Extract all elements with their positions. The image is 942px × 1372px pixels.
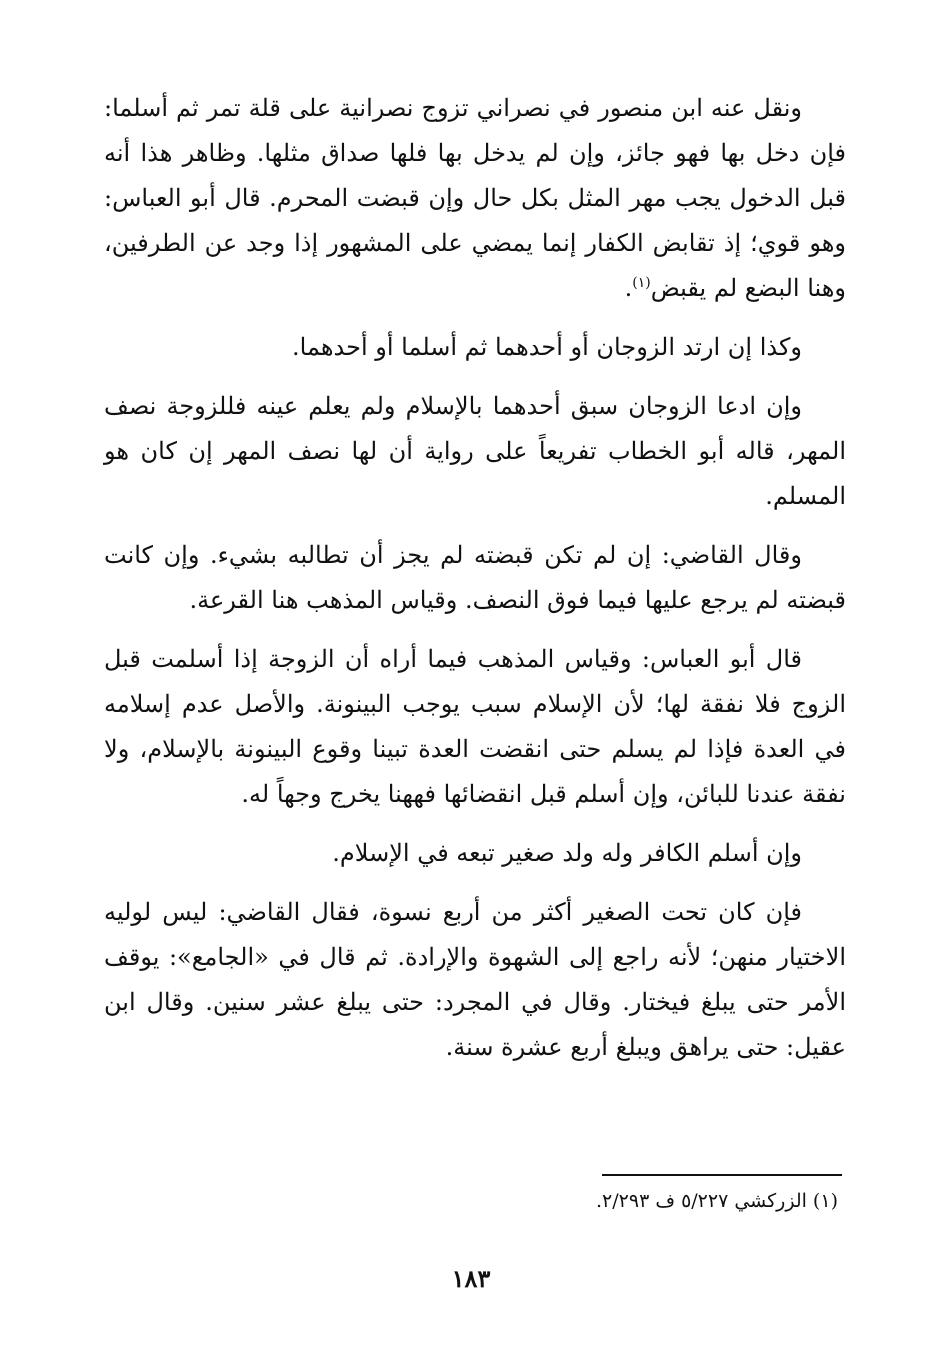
footnote-reference: (١) [632, 275, 651, 291]
paragraph-tail: . [624, 274, 633, 302]
page-number: ١٨٣ [451, 1264, 491, 1293]
paragraph-7: فإن كان تحت الصغير أكثر من أربع نسوة، فقال القاضي: ليس لوليه الاختيار منهن؛ لأنه راجع إلى الشهوة والإرادة. ثم قال في «الجامع»: يوقف الأمر حتى يبلغ فيختار. وقال في المجرد: حتى يبلغ عشر سنين. وقال ابن عقيل: حتى يراهق ويبلغ أربع عشرة سنة. [104, 898, 846, 1061]
paragraph-5: قال أبو العباس: وقياس المذهب فيما أراه أن الزوجة إذا أسلمت قبل الزوج فلا نفقة لها؛ لأن الإسلام سبب يوجب البينونة. والأصل عدم إسلامه في العدة فإذا لم يسلم حتى انقضت العدة تبينا وقوع البينونة بالإسلام، ولا نفقة عندنا للبائن، وإن أسلم قبل انقضائها فههنا يخرج وجهاً له. [104, 645, 846, 808]
paragraph-4: وقال القاضي: إن لم تكن قبضته لم يجز أن تطالبه بشيء. وإن كانت قبضته لم يرجع عليها فيما فوق النصف. وقياس المذهب هنا القرعة. [104, 541, 846, 614]
paragraph-6: وإن أسلم الكافر وله ولد صغير تبعه في الإسلام. [332, 839, 802, 867]
main-text [104, 86, 846, 1084]
paragraph-text: ونقل عنه ابن منصور في نصراني تزوج نصرانية على قلة تمر ثم أسلما: فإن دخل بها فهو جائز، وإن لم يدخل بها فلها صداق مثلها. وظاهر هذا أنه قبل الدخول يجب مهر المثل بكل حال وإن قبضت المحرم. قال أبو العباس: وهو قوي؛ إذ تقابض الكفار إنما يمضي على المشهور إذا وجد عن الطرفين، وهنا البضع لم يقبض [104, 94, 846, 302]
paragraph-1 [104, 86, 846, 311]
paragraph-2: وكذا إن ارتد الزوجان أو أحدهما ثم أسلما أو أحدهما. [292, 333, 802, 361]
footnote-divider [602, 1174, 842, 1176]
paragraph-3: وإن ادعا الزوجان سبق أحدهما بالإسلام ولم يعلم عينه فللزوجة نصف المهر، قاله أبو الخطاب تفريعاً على رواية أن لها نصف المهر إن كان هو المسلم. [104, 392, 846, 510]
footnote: (١) الزركشي ٥/٢٢٧ ف ٢/٢٩٣. [596, 1190, 838, 1212]
